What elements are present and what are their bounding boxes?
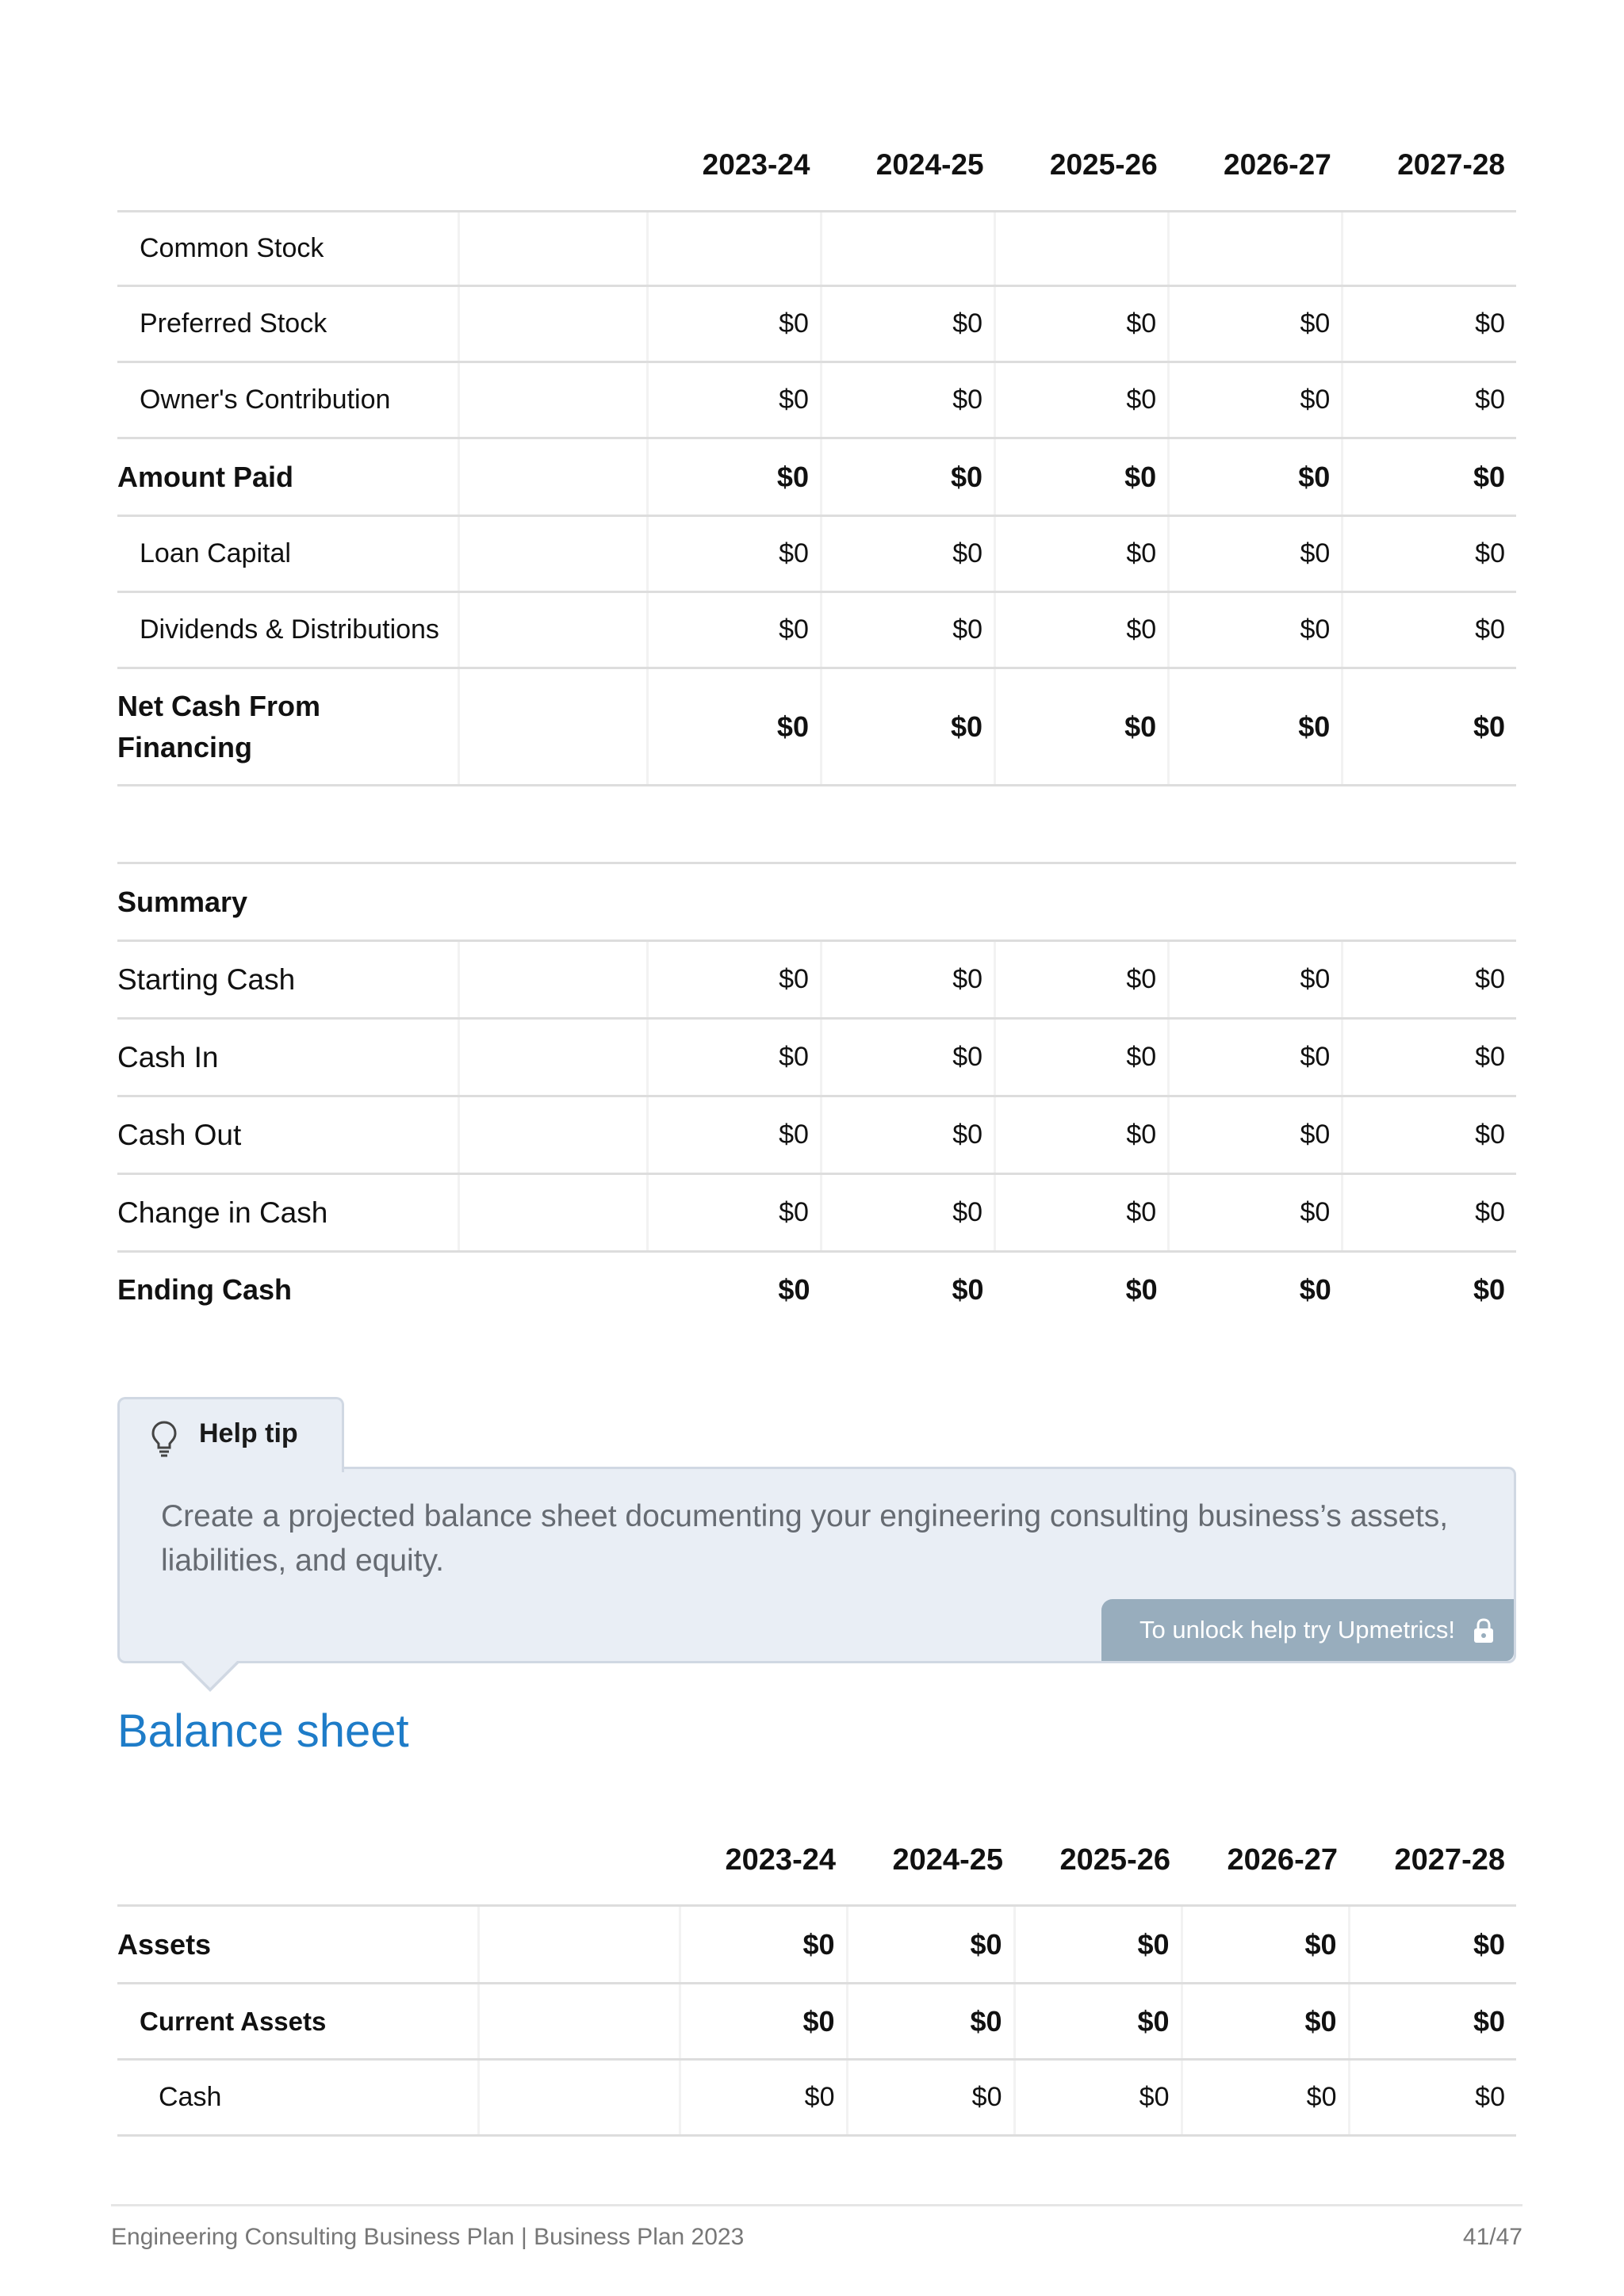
balance-sheet-table xyxy=(117,1816,1516,2137)
cell-value: $0 xyxy=(821,438,994,516)
cell-value: $0 xyxy=(1342,516,1516,592)
cell-value: $0 xyxy=(1169,592,1342,668)
year-header: 2027-28 xyxy=(1342,119,1516,212)
table-row-amount-paid xyxy=(117,438,1516,516)
help-tip-title: Help tip xyxy=(199,1418,298,1448)
year-header: 2026-27 xyxy=(1182,1816,1349,1906)
cell-value: $0 xyxy=(1342,438,1516,516)
row-label: Current Assets xyxy=(117,1984,478,2060)
cell-value: $0 xyxy=(1169,1174,1342,1252)
cell-value: $0 xyxy=(1349,2060,1516,2136)
cell-value: $0 xyxy=(1182,2060,1349,2136)
row-label: Cash Out xyxy=(117,1096,458,1174)
cell-value: $0 xyxy=(1342,286,1516,362)
cell-value: $0 xyxy=(1473,1273,1505,1307)
row-label: Ending Cash xyxy=(117,1273,293,1307)
cell-value: $0 xyxy=(821,592,994,668)
section-heading: Summary xyxy=(117,863,1516,941)
cell-value: $0 xyxy=(1342,941,1516,1019)
table-row-change-in-cash xyxy=(117,1174,1516,1252)
cell-value: $0 xyxy=(1169,362,1342,438)
cell-value: $0 xyxy=(1342,1174,1516,1252)
table-row-current-assets xyxy=(117,1984,1516,2060)
cell-value: $0 xyxy=(821,1096,994,1174)
cell-value: $0 xyxy=(1182,1984,1349,2060)
row-label-line: Net Cash From xyxy=(117,689,321,722)
cell-value: $0 xyxy=(1349,1984,1516,2060)
table-row-dividends xyxy=(117,592,1516,668)
cell-value: $0 xyxy=(995,1174,1169,1252)
year-header: 2025-26 xyxy=(995,119,1169,212)
cell-value: $0 xyxy=(680,1984,847,2060)
cell-value: $0 xyxy=(847,1906,1014,1984)
table-row-cash xyxy=(117,2060,1516,2136)
cell-value: $0 xyxy=(1342,592,1516,668)
cell-value: $0 xyxy=(821,1174,994,1252)
row-label xyxy=(117,668,458,786)
year-header: 2027-28 xyxy=(1349,1816,1516,1906)
cell-value: $0 xyxy=(995,438,1169,516)
row-label: Starting Cash xyxy=(117,941,458,1019)
cell-value: $0 xyxy=(680,2060,847,2136)
row-label: Owner's Contribution xyxy=(117,362,458,438)
cell-value: $0 xyxy=(821,668,994,786)
cell-value: $0 xyxy=(647,941,821,1019)
row-label: Loan Capital xyxy=(117,516,458,592)
cell-value: $0 xyxy=(1169,668,1342,786)
cell-value: $0 xyxy=(647,1174,821,1252)
cell-value: $0 xyxy=(821,362,994,438)
help-tip-tab xyxy=(117,1397,344,1472)
cell-value: $0 xyxy=(1169,438,1342,516)
table-row-ending-cash xyxy=(117,1252,1516,1328)
cell-value: $0 xyxy=(680,1906,847,1984)
footer-document-title: Engineering Consulting Business Plan | Business Plan 2023 xyxy=(111,2224,745,2250)
cell-value: $0 xyxy=(847,2060,1014,2136)
table-row-preferred-stock xyxy=(117,286,1516,362)
cell-value: $0 xyxy=(995,362,1169,438)
table-header-row xyxy=(117,1816,1516,1906)
table-row-common-stock xyxy=(117,212,1516,286)
cell-value: $0 xyxy=(821,286,994,362)
cell-value: $0 xyxy=(821,516,994,592)
cell-value: $0 xyxy=(995,286,1169,362)
year-header: 2025-26 xyxy=(1014,1816,1182,1906)
cell-value: $0 xyxy=(1342,362,1516,438)
cell-value: $0 xyxy=(647,1096,821,1174)
cell-value: $0 xyxy=(1349,1906,1516,1984)
cell-value: $0 xyxy=(1169,516,1342,592)
help-tip-text: Create a projected balance sheet documenting your engineering consulting business’s assets, liabilities, and equity. xyxy=(161,1499,1449,1578)
table-row-loan-capital xyxy=(117,516,1516,592)
table-row-owners-contribution xyxy=(117,362,1516,438)
lock-icon xyxy=(1473,1618,1495,1644)
year-header: 2026-27 xyxy=(1169,119,1342,212)
cell-value: $0 xyxy=(1014,1984,1182,2060)
table-header-row xyxy=(117,119,1516,212)
year-header: 2023-24 xyxy=(647,119,821,212)
cell-value: $0 xyxy=(1014,2060,1182,2136)
unlock-upmetrics-button[interactable] xyxy=(1101,1599,1514,1661)
cell-value: $0 xyxy=(847,1984,1014,2060)
table-row-assets xyxy=(117,1906,1516,1984)
year-header: 2023-24 xyxy=(680,1816,847,1906)
help-tip-body xyxy=(117,1467,1516,1663)
cell-value: $0 xyxy=(995,516,1169,592)
page-footer xyxy=(111,2204,1522,2250)
page-number: 41/47 xyxy=(1462,2224,1522,2250)
row-label-line: Financing xyxy=(117,730,252,763)
row-label: Cash In xyxy=(117,1019,458,1096)
table-row-summary-heading xyxy=(117,863,1516,941)
cell-value: $0 xyxy=(1342,668,1516,786)
cell-value: $0 xyxy=(995,941,1169,1019)
row-label: Change in Cash xyxy=(117,1174,458,1252)
cell-value: $0 xyxy=(647,286,821,362)
cell-value: $0 xyxy=(1169,1096,1342,1174)
table-spacer-row xyxy=(117,786,1516,863)
cell-value: $0 xyxy=(778,1273,810,1307)
cell-value: $0 xyxy=(952,1273,984,1307)
cell-value: $0 xyxy=(821,941,994,1019)
row-label: Preferred Stock xyxy=(117,286,458,362)
cell-value: $0 xyxy=(995,668,1169,786)
cell-value: $0 xyxy=(647,362,821,438)
cell-value: $0 xyxy=(647,668,821,786)
lightbulb-icon xyxy=(150,1420,178,1458)
help-tip-box xyxy=(117,1397,1516,1667)
cell-value: $0 xyxy=(647,592,821,668)
unlock-button-label: To unlock help try Upmetrics! xyxy=(1139,1616,1455,1644)
table-row-starting-cash xyxy=(117,941,1516,1019)
table-row-net-cash-financing xyxy=(117,668,1516,786)
year-header: 2024-25 xyxy=(847,1816,1014,1906)
cell-value: $0 xyxy=(1342,1096,1516,1174)
cell-value: $0 xyxy=(647,1019,821,1096)
cell-value: $0 xyxy=(1014,1906,1182,1984)
table-row-cash-in xyxy=(117,1019,1516,1096)
cell-value: $0 xyxy=(821,1019,994,1096)
cash-flow-table xyxy=(117,119,1516,1328)
row-label: Cash xyxy=(117,2060,478,2136)
cell-value: $0 xyxy=(1182,1906,1349,1984)
cell-value: $0 xyxy=(647,438,821,516)
row-label: Dividends & Distributions xyxy=(117,592,458,668)
cell-value: $0 xyxy=(995,592,1169,668)
cell-value: $0 xyxy=(995,1019,1169,1096)
cell-value: $0 xyxy=(1299,1273,1331,1307)
cell-value: $0 xyxy=(995,1096,1169,1174)
row-label: Common Stock xyxy=(117,212,458,286)
section-title: Balance sheet xyxy=(117,1705,409,1757)
cell-value: $0 xyxy=(1342,1019,1516,1096)
table-row-cash-out xyxy=(117,1096,1516,1174)
cell-value: $0 xyxy=(1169,286,1342,362)
row-label: Assets xyxy=(117,1906,478,1984)
row-label: Amount Paid xyxy=(117,438,458,516)
year-header: 2024-25 xyxy=(821,119,994,212)
cell-value: $0 xyxy=(1125,1273,1158,1307)
cell-value: $0 xyxy=(1169,941,1342,1019)
cell-value: $0 xyxy=(1169,1019,1342,1096)
cell-value: $0 xyxy=(647,516,821,592)
